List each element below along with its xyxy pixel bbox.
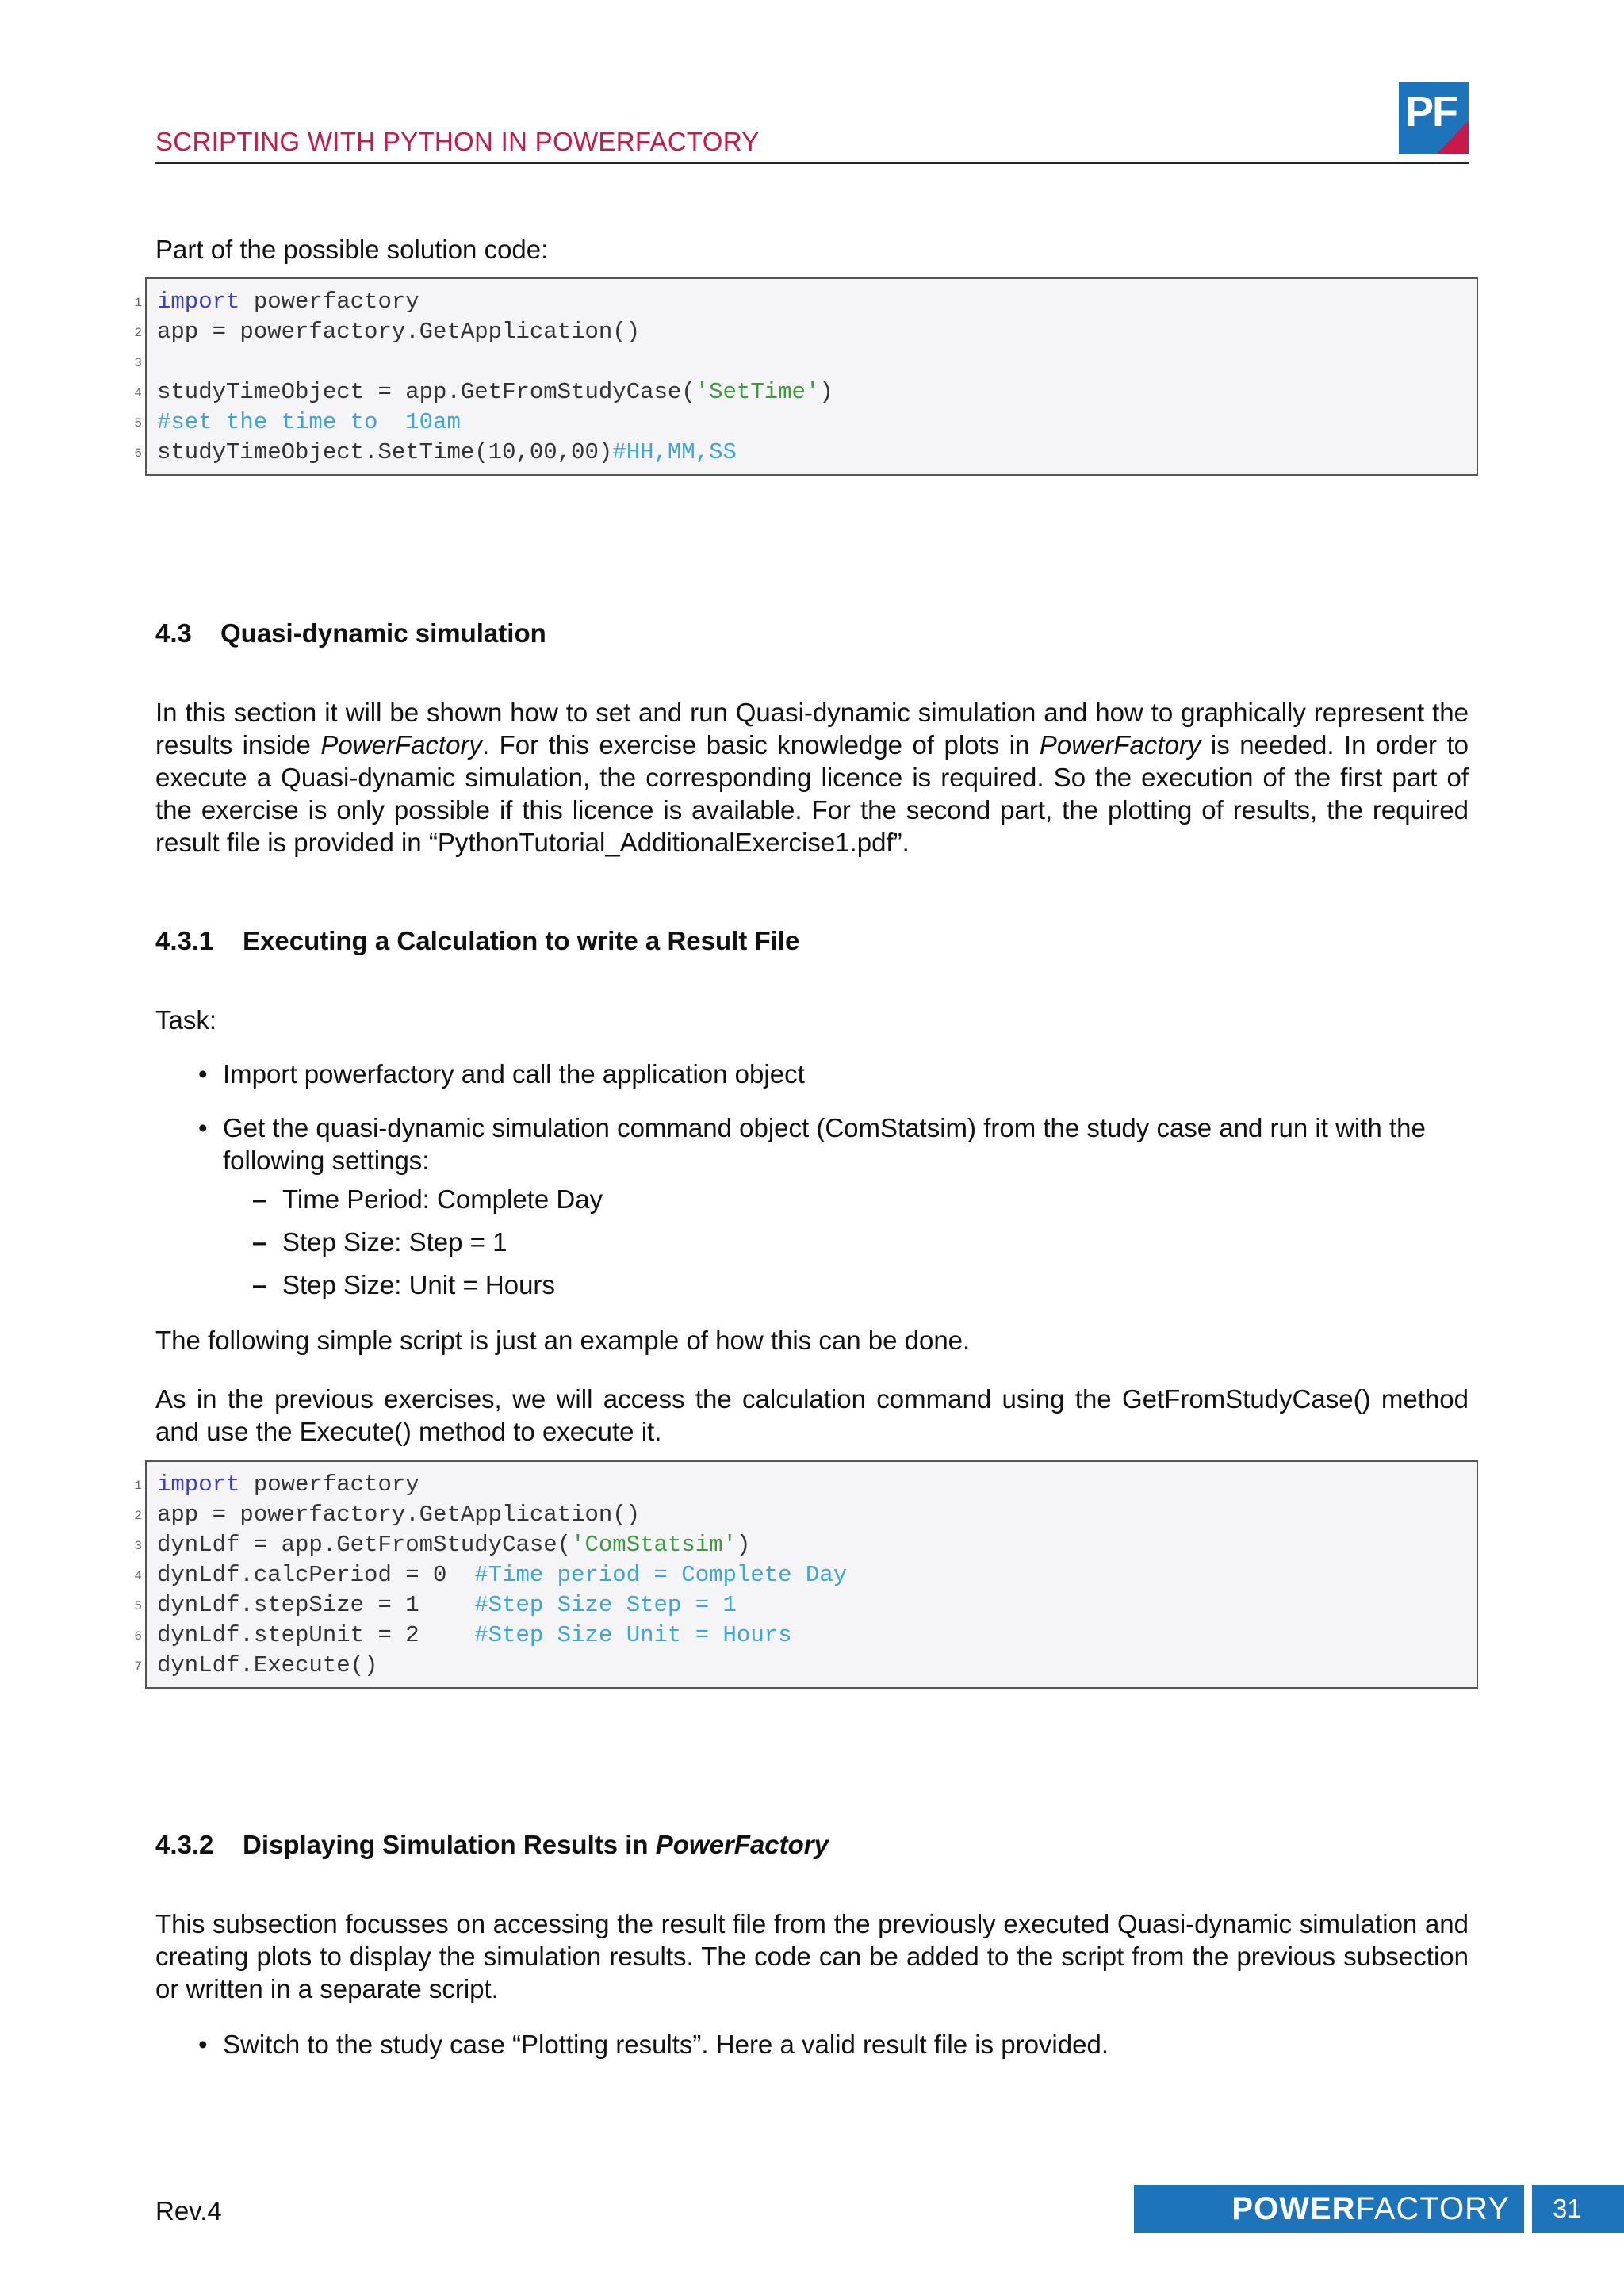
line-number: 3 — [134, 356, 142, 370]
section-heading-4-3 — [155, 618, 546, 649]
code-line: dynLdf.stepUnit = 2 #Step Size Unit = Hours — [157, 1622, 792, 1648]
header-rule — [155, 162, 1469, 164]
task-label: Task: — [155, 1005, 217, 1035]
bullet-icon: • — [198, 1113, 208, 1142]
line-number: 1 — [134, 1479, 142, 1493]
line-number: 5 — [134, 416, 142, 430]
pf-logo-corner — [1437, 121, 1469, 154]
pf-logo-icon — [1399, 82, 1469, 154]
code-line: dynLdf.calcPeriod = 0 #Time period = Complete Day — [157, 1562, 848, 1588]
sub-list-item: Step Size: Unit = Hours — [282, 1270, 555, 1299]
section-4-3-2-paragraph: This subsection focusses on accessing the result file from the previously executed Quasi-dynamic simulation and creating plots to display the simulation results. The code can be added to the script from the previous subsection or written in a separate script. — [155, 1909, 1469, 2003]
sub-list-item: Step Size: Step = 1 — [282, 1227, 508, 1257]
code-line: #set the time to 10am — [157, 409, 461, 435]
line-number: 6 — [134, 1629, 142, 1644]
section-number: 4.3 — [155, 618, 192, 648]
line-number: 2 — [134, 326, 142, 340]
line-number: 7 — [134, 1659, 142, 1674]
code-line: app = powerfactory.GetApplication() — [157, 1502, 641, 1528]
bullet-icon: • — [198, 2030, 208, 2059]
list-item: Import powerfactory and call the application object — [223, 1059, 805, 1089]
footer-brand: POWERFACTORY — [1231, 2191, 1510, 2226]
code-line: app = powerfactory.GetApplication() — [157, 319, 641, 345]
code-line: dynLdf = app.GetFromStudyCase('ComStatsim') — [157, 1532, 751, 1558]
code-line: dynLdf.stepSize = 1 #Step Size Step = 1 — [157, 1592, 737, 1618]
code-line: import powerfactory — [157, 289, 419, 315]
section-title: Quasi-dynamic simulation — [220, 618, 546, 648]
line-number: 2 — [134, 1509, 142, 1523]
code-line: import powerfactory — [157, 1471, 419, 1498]
section-title-emphasis: PowerFactory — [655, 1830, 829, 1859]
revision-label: Rev.4 — [155, 2196, 222, 2225]
section-title: Executing a Calculation to write a Result File — [243, 926, 800, 955]
section-number: 4.3.1 — [155, 926, 214, 955]
bullet-icon: • — [198, 1059, 208, 1089]
code-block-1 — [145, 277, 1478, 476]
line-number: 1 — [134, 296, 142, 310]
code-block-2 — [145, 1460, 1478, 1689]
dash-icon: – — [252, 1227, 267, 1257]
paragraph: As in the previous exercises, we will access the calculation command using the GetFromStudyCase() method and use the Execute() method to execute it. — [155, 1384, 1469, 1446]
section-4-3-paragraph: In this section it will be shown how to set and run Quasi-dynamic simulation and how to graphically represent the results inside PowerFactory. For this exercise basic knowledge of plots in PowerFactory is needed. In order to execute a Quasi-dynamic simulation, the corresponding licence is required. So the execution of the first part of the exercise is only possible if this licence is available. For the second part, the plotting of results, the required result file is provided in “PythonTutorial_AdditionalExercise1.pdf”. — [155, 698, 1469, 857]
code-line: studyTimeObject = app.GetFromStudyCase('SetTime') — [157, 379, 833, 405]
section-title: Displaying Simulation Results in — [243, 1830, 656, 1859]
code-line: studyTimeObject.SetTime(10,00,00)#HH,MM,SS — [157, 439, 737, 465]
running-header-title: SCRIPTING WITH PYTHON IN POWERFACTORY — [155, 127, 760, 156]
line-number: 6 — [134, 446, 142, 461]
line-number: 4 — [134, 386, 142, 400]
line-number: 5 — [134, 1599, 142, 1613]
section-number: 4.3.2 — [155, 1830, 214, 1859]
pf-logo-text: PF — [1405, 88, 1457, 136]
footer-brand-bar — [1134, 2185, 1524, 2233]
list-item: Get the quasi-dynamic simulation command object (ComStatsim) from the study case and run it with the following settings: — [223, 1113, 1426, 1175]
list-item: Switch to the study case “Plotting results”. Here a valid result file is provided. — [223, 2030, 1109, 2059]
code-line: dynLdf.Execute() — [157, 1652, 378, 1678]
line-number: 3 — [134, 1539, 142, 1553]
sub-list-item: Time Period: Complete Day — [282, 1184, 603, 1214]
paragraph: The following simple script is just an example of how this can be done. — [155, 1326, 971, 1355]
section-heading-4-3-2 — [155, 1830, 829, 1860]
page-number: 31 — [1532, 2185, 1624, 2233]
line-number: 4 — [134, 1569, 142, 1583]
dash-icon: – — [252, 1184, 267, 1214]
intro-text: Part of the possible solution code: — [155, 235, 549, 264]
section-heading-4-3-1 — [155, 926, 799, 956]
dash-icon: – — [252, 1270, 267, 1299]
